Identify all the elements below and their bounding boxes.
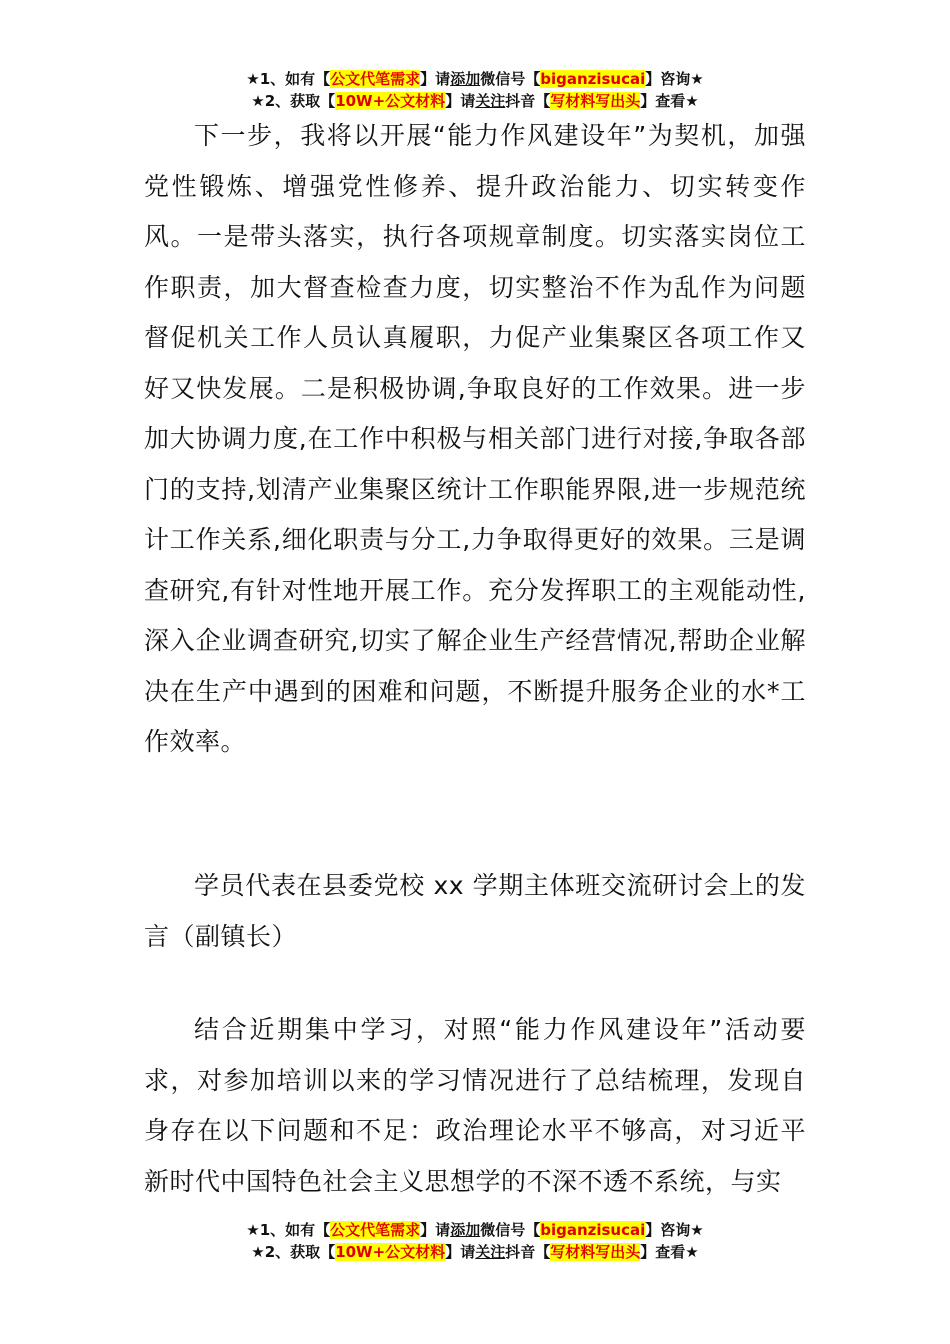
highlight-wechat-id: biganzisucai bbox=[540, 1221, 646, 1239]
banner-underlined-text: 关注 bbox=[475, 1243, 506, 1261]
banner-text: 抖音【 bbox=[505, 92, 551, 110]
banner-text: 】请 bbox=[420, 70, 451, 88]
banner-text: 】查看★ bbox=[640, 1243, 699, 1261]
footer-banner-line-2 bbox=[0, 1241, 950, 1263]
star-icon: ★ bbox=[251, 92, 265, 110]
highlight-wechat-id: biganzisucai bbox=[540, 70, 646, 88]
highlight-service: 公文代笔需求 bbox=[330, 1221, 421, 1239]
highlight-douyin-account: 写材料写出头 bbox=[550, 92, 641, 110]
header-banner-line-2 bbox=[0, 90, 950, 112]
banner-underlined-text: 关注 bbox=[475, 92, 506, 110]
banner-text: 微信号【 bbox=[480, 1221, 541, 1239]
footer-banner bbox=[0, 1219, 950, 1263]
highlight-douyin-account: 写材料写出头 bbox=[550, 1243, 641, 1261]
banner-underlined-text: 添加 bbox=[450, 1221, 481, 1239]
header-banner bbox=[0, 68, 950, 112]
highlight-service: 公文代笔需求 bbox=[330, 70, 421, 88]
banner-text: 】咨询★ bbox=[645, 70, 704, 88]
footer-banner-line-1 bbox=[0, 1219, 950, 1241]
star-icon: ★ bbox=[246, 70, 260, 88]
highlight-materials: 10W+公文材料 bbox=[335, 92, 446, 110]
banner-text: 微信号【 bbox=[480, 70, 541, 88]
header-banner-line-1 bbox=[0, 68, 950, 90]
banner-text: 】请 bbox=[445, 92, 476, 110]
star-icon: ★ bbox=[251, 1243, 265, 1261]
banner-text: 】咨询★ bbox=[645, 1221, 704, 1239]
star-icon: ★ bbox=[246, 1221, 260, 1239]
highlight-materials: 10W+公文材料 bbox=[335, 1243, 446, 1261]
document-body bbox=[144, 111, 806, 768]
banner-text: 抖音【 bbox=[505, 1243, 551, 1261]
banner-text: 1、如有【 bbox=[259, 70, 331, 88]
paragraph-reflection: 结合近期集中学习，对照“能力作风建设年”活动要求，对参加培训以来的学习情况进行了总结梳理，发现自身存在以下问题和不足：政治理论水平不够高，对习近平新时代中国特色社会主义思想学的不深不透不系统，与实 bbox=[144, 1015, 806, 1196]
document-title: 学员代表在县委党校 xx 学期主体班交流研讨会上的发言（副镇长） bbox=[144, 871, 806, 951]
banner-underlined-text: 添加 bbox=[450, 70, 481, 88]
banner-text: 1、如有【 bbox=[259, 1221, 331, 1239]
document-body-2 bbox=[144, 1005, 806, 1207]
banner-text: 】请 bbox=[445, 1243, 476, 1261]
banner-text: 】请 bbox=[420, 1221, 451, 1239]
banner-text: 】查看★ bbox=[640, 92, 699, 110]
banner-text: 2、获取【 bbox=[264, 92, 336, 110]
document-title-block bbox=[144, 861, 806, 962]
banner-text: 2、获取【 bbox=[264, 1243, 336, 1261]
paragraph-next-steps: 下一步，我将以开展“能力作风建设年”为契机，加强党性锻炼、增强党性修养、提升政治能力、切实转变作风。一是带头落实，执行各项规章制度。切实落实岗位工作职责，加大督查检查力度，切实整治不作为乱作为问题督促机关工作人员认真履职，力促产业集聚区各项工作又好又快发展。二是积极协调,争取良好的工作效果。进一步加大协调力度,在工作中积极与相关部门进行对接,争取各部门的支持,划清产业集聚区统计工作职能界限,进一步规范统计工作关系,细化职责与分工,力争取得更好的效果。三是调查研究,有针对性地开展工作。充分发挥职工的主观能动性,深入企业调查研究,切实了解企业生产经营情况,帮助企业解决在生产中遇到的困难和问题，不断提升服务企业的水*工作效率。 bbox=[144, 121, 806, 756]
